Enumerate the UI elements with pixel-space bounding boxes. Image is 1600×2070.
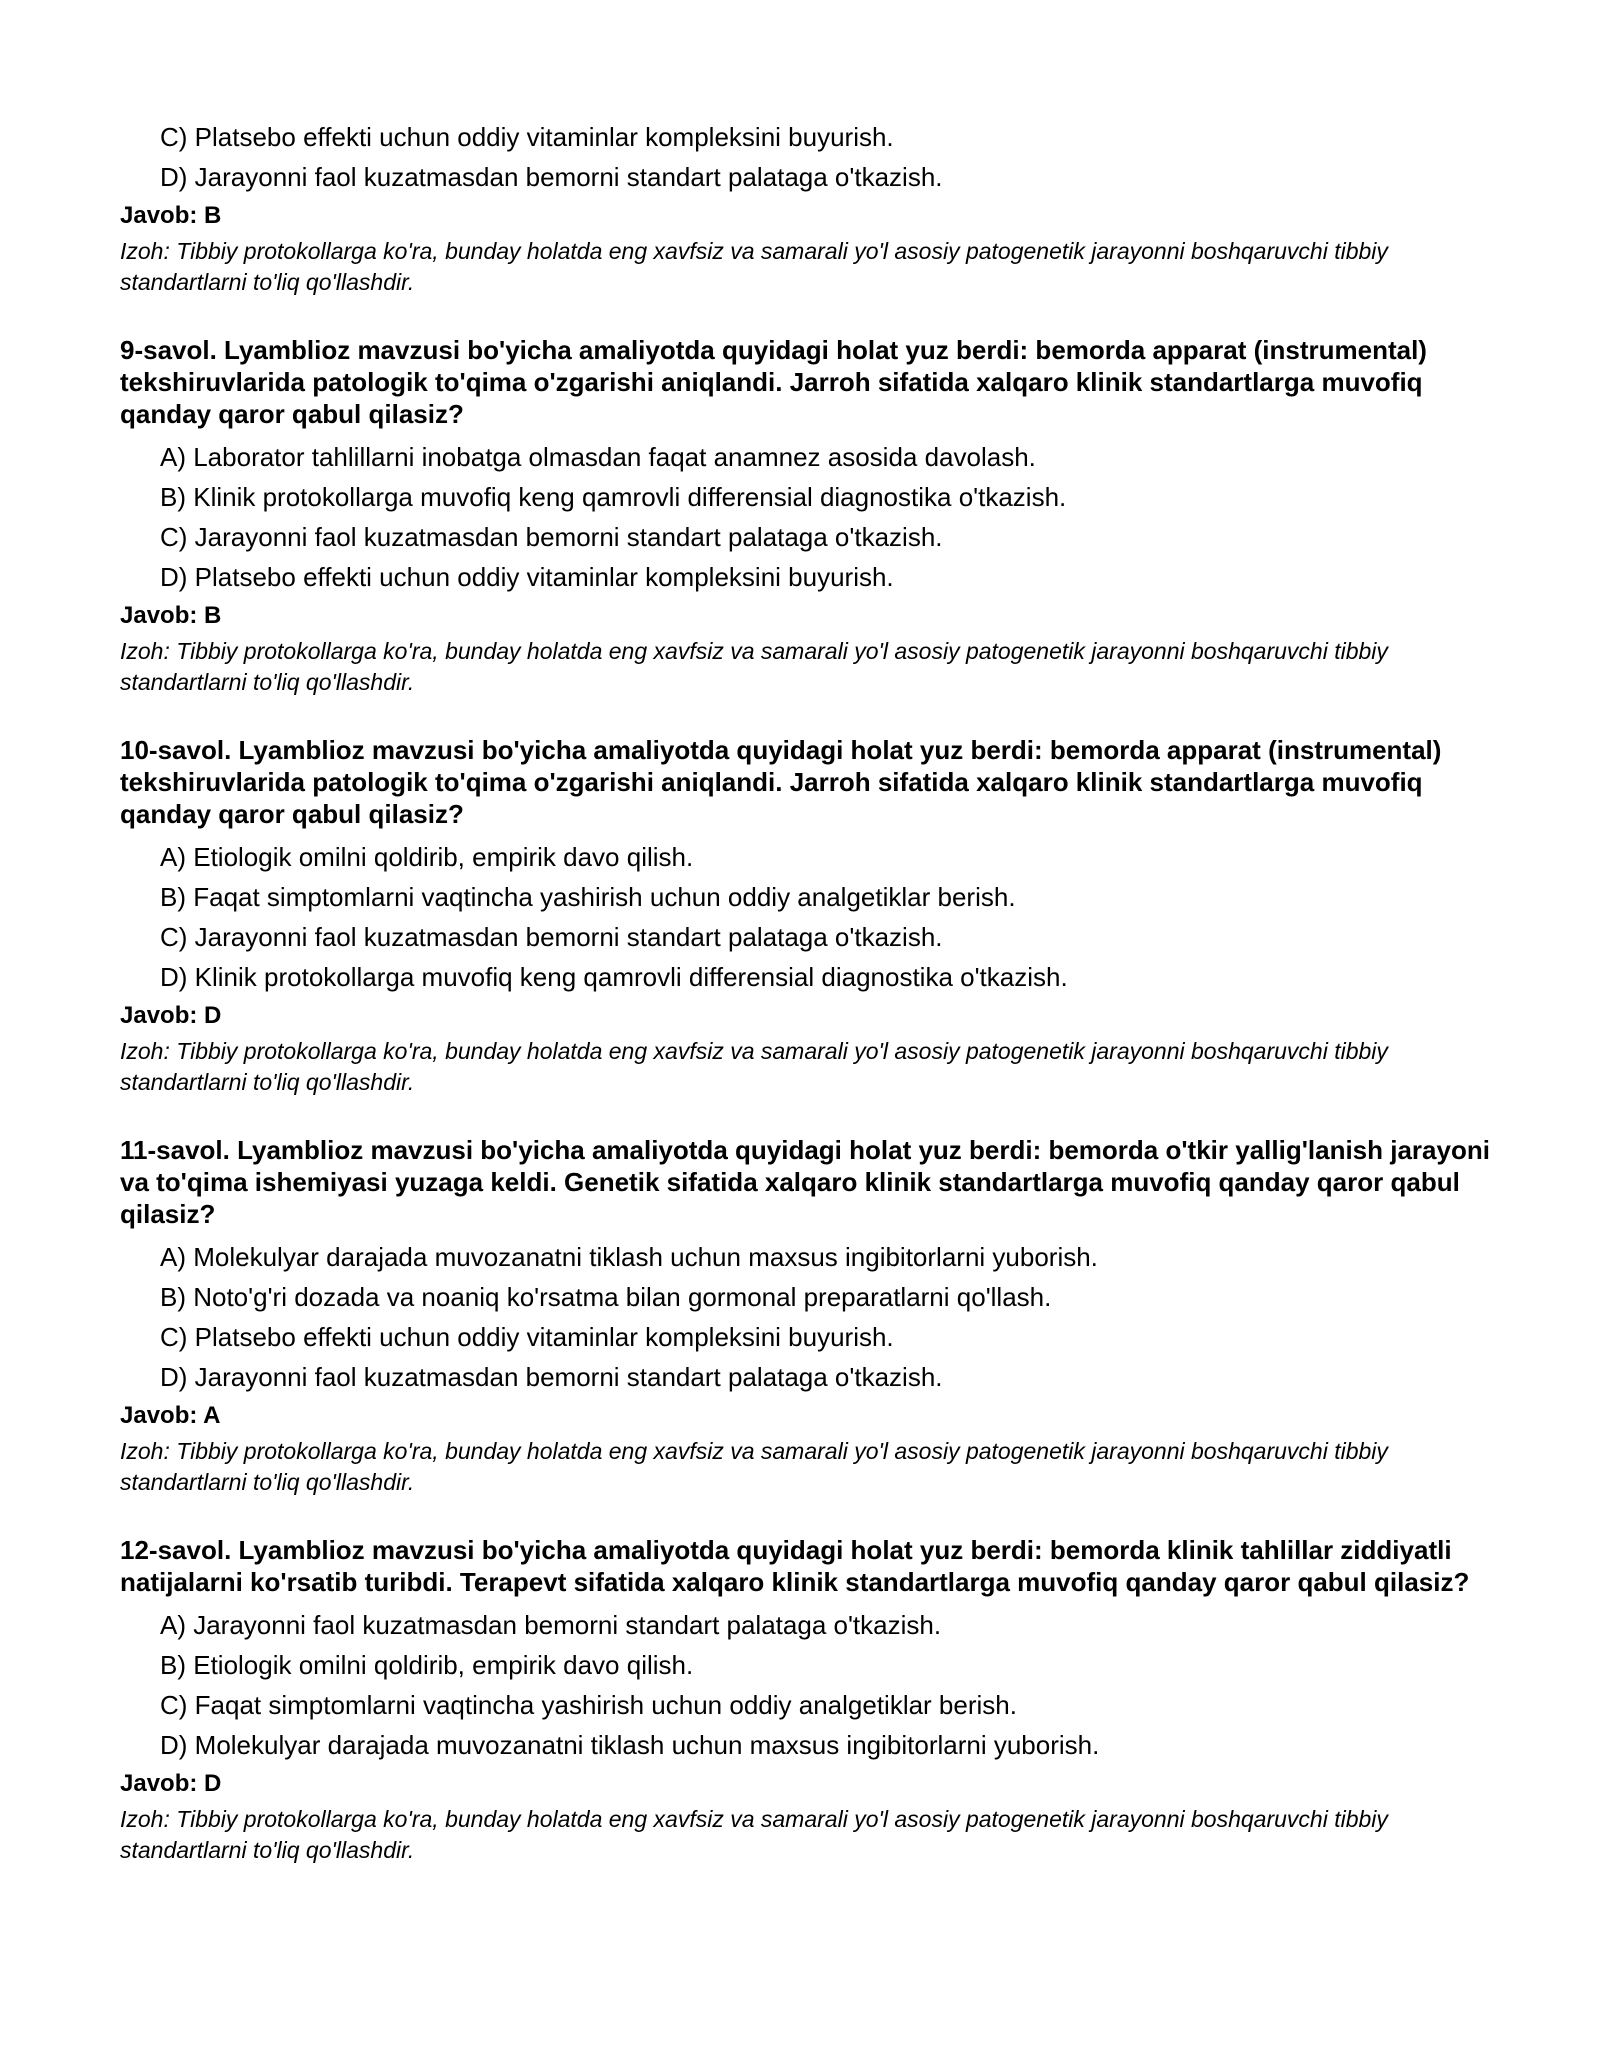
options-list — [120, 122, 1500, 192]
answer-label: Javob: D — [120, 1002, 222, 1029]
option-a: A) Molekulyar darajada muvozanatni tiklash uchun maxsus ingibitorlarni yuborish. — [160, 1242, 1098, 1272]
option-c: C) Platsebo effekti uchun oddiy vitaminlar kompleksini buyurish. — [160, 122, 894, 152]
question-9 — [120, 334, 1500, 698]
option-d: D) Jarayonni faol kuzatmasdan bemorni standart palataga o'tkazish. — [160, 1362, 943, 1392]
explanation-note: Izoh: Tibbiy protokollarga ko'ra, bunday holatda eng xavfsiz va samarali yo'l asosiy patogenetik jarayonni boshqaruvchi tibbiy standartlarni to'liq qo'llashdir. — [120, 1438, 1388, 1495]
explanation-note: Izoh: Tibbiy protokollarga ko'ra, bunday holatda eng xavfsiz va samarali yo'l asosiy patogenetik jarayonni boshqaruvchi tibbiy standartlarni to'liq qo'llashdir. — [120, 1038, 1388, 1095]
option-c: C) Faqat simptomlarni vaqtincha yashirish uchun oddiy analgetiklar berish. — [160, 1690, 1017, 1720]
option-d: D) Platsebo effekti uchun oddiy vitaminlar kompleksini buyurish. — [160, 562, 894, 592]
question-8-continuation — [120, 122, 1500, 298]
option-d: D) Jarayonni faol kuzatmasdan bemorni standart palataga o'tkazish. — [160, 162, 943, 192]
option-a: A) Laborator tahlillarni inobatga olmasdan faqat anamnez asosida davolash. — [160, 442, 1036, 472]
explanation-note: Izoh: Tibbiy protokollarga ko'ra, bunday holatda eng xavfsiz va samarali yo'l asosiy patogenetik jarayonni boshqaruvchi tibbiy standartlarni to'liq qo'llashdir. — [120, 238, 1388, 295]
explanation-note: Izoh: Tibbiy protokollarga ko'ra, bunday holatda eng xavfsiz va samarali yo'l asosiy patogenetik jarayonni boshqaruvchi tibbiy standartlarni to'liq qo'llashdir. — [120, 638, 1388, 695]
question-10 — [120, 734, 1500, 1098]
question-title: 10-savol. Lyamblioz mavzusi bo'yicha amaliyotda quyidagi holat yuz berdi: bemorda apparat (instrumental) tekshiruvlarida patologik to'qima o'zgarishi aniqlandi. Jarroh sifatida xalqaro klinik standartlarga muvofiq qanday qaror qabul qilasiz? — [120, 735, 1442, 829]
options-list — [120, 1610, 1500, 1760]
answer-label: Javob: D — [120, 1770, 222, 1797]
explanation-note: Izoh: Tibbiy protokollarga ko'ra, bunday holatda eng xavfsiz va samarali yo'l asosiy patogenetik jarayonni boshqaruvchi tibbiy standartlarni to'liq qo'llashdir. — [120, 1806, 1388, 1863]
option-b: B) Etiologik omilni qoldirib, empirik davo qilish. — [160, 1650, 694, 1680]
option-d: D) Molekulyar darajada muvozanatni tiklash uchun maxsus ingibitorlarni yuborish. — [160, 1730, 1100, 1760]
option-c: C) Jarayonni faol kuzatmasdan bemorni standart palataga o'tkazish. — [160, 922, 943, 952]
answer-label: Javob: A — [120, 1402, 221, 1429]
options-list — [120, 1242, 1500, 1392]
option-b: B) Noto'g'ri dozada va noaniq ko'rsatma bilan gormonal preparatlarni qo'llash. — [160, 1282, 1052, 1312]
option-d: D) Klinik protokollarga muvofiq keng qamrovli differensial diagnostika o'tkazish. — [160, 962, 1068, 992]
options-list — [120, 442, 1500, 592]
question-title: 11-savol. Lyamblioz mavzusi bo'yicha amaliyotda quyidagi holat yuz berdi: bemorda o'tkir yallig'lanish jarayoni va to'qima ishemiyasi yuzaga keldi. Genetik sifatida xalqaro klinik standartlarga muvofiq qanday qaror qabul qilasiz? — [120, 1135, 1490, 1229]
option-b: B) Klinik protokollarga muvofiq keng qamrovli differensial diagnostika o'tkazish. — [160, 482, 1067, 512]
options-list — [120, 842, 1500, 992]
question-11 — [120, 1134, 1500, 1498]
document-page — [120, 122, 1500, 1866]
option-b: B) Faqat simptomlarni vaqtincha yashirish uchun oddiy analgetiklar berish. — [160, 882, 1016, 912]
option-c: C) Platsebo effekti uchun oddiy vitaminlar kompleksini buyurish. — [160, 1322, 894, 1352]
question-title: 12-savol. Lyamblioz mavzusi bo'yicha amaliyotda quyidagi holat yuz berdi: bemorda klinik tahlillar ziddiyatli natijalarni ko'rsatib turibdi. Terapevt sifatida xalqaro klinik standartlarga muvofiq qanday qaror qabul qilasiz? — [120, 1535, 1470, 1597]
answer-label: Javob: B — [120, 202, 222, 229]
question-title: 9-savol. Lyamblioz mavzusi bo'yicha amaliyotda quyidagi holat yuz berdi: bemorda apparat (instrumental) tekshiruvlarida patologik to'qima o'zgarishi aniqlandi. Jarroh sifatida xalqaro klinik standartlarga muvofiq qanday qaror qabul qilasiz? — [120, 335, 1427, 429]
question-12 — [120, 1534, 1500, 1866]
option-a: A) Jarayonni faol kuzatmasdan bemorni standart palataga o'tkazish. — [160, 1610, 942, 1640]
option-a: A) Etiologik omilni qoldirib, empirik davo qilish. — [160, 842, 694, 872]
answer-label: Javob: B — [120, 602, 222, 629]
option-c: C) Jarayonni faol kuzatmasdan bemorni standart palataga o'tkazish. — [160, 522, 943, 552]
